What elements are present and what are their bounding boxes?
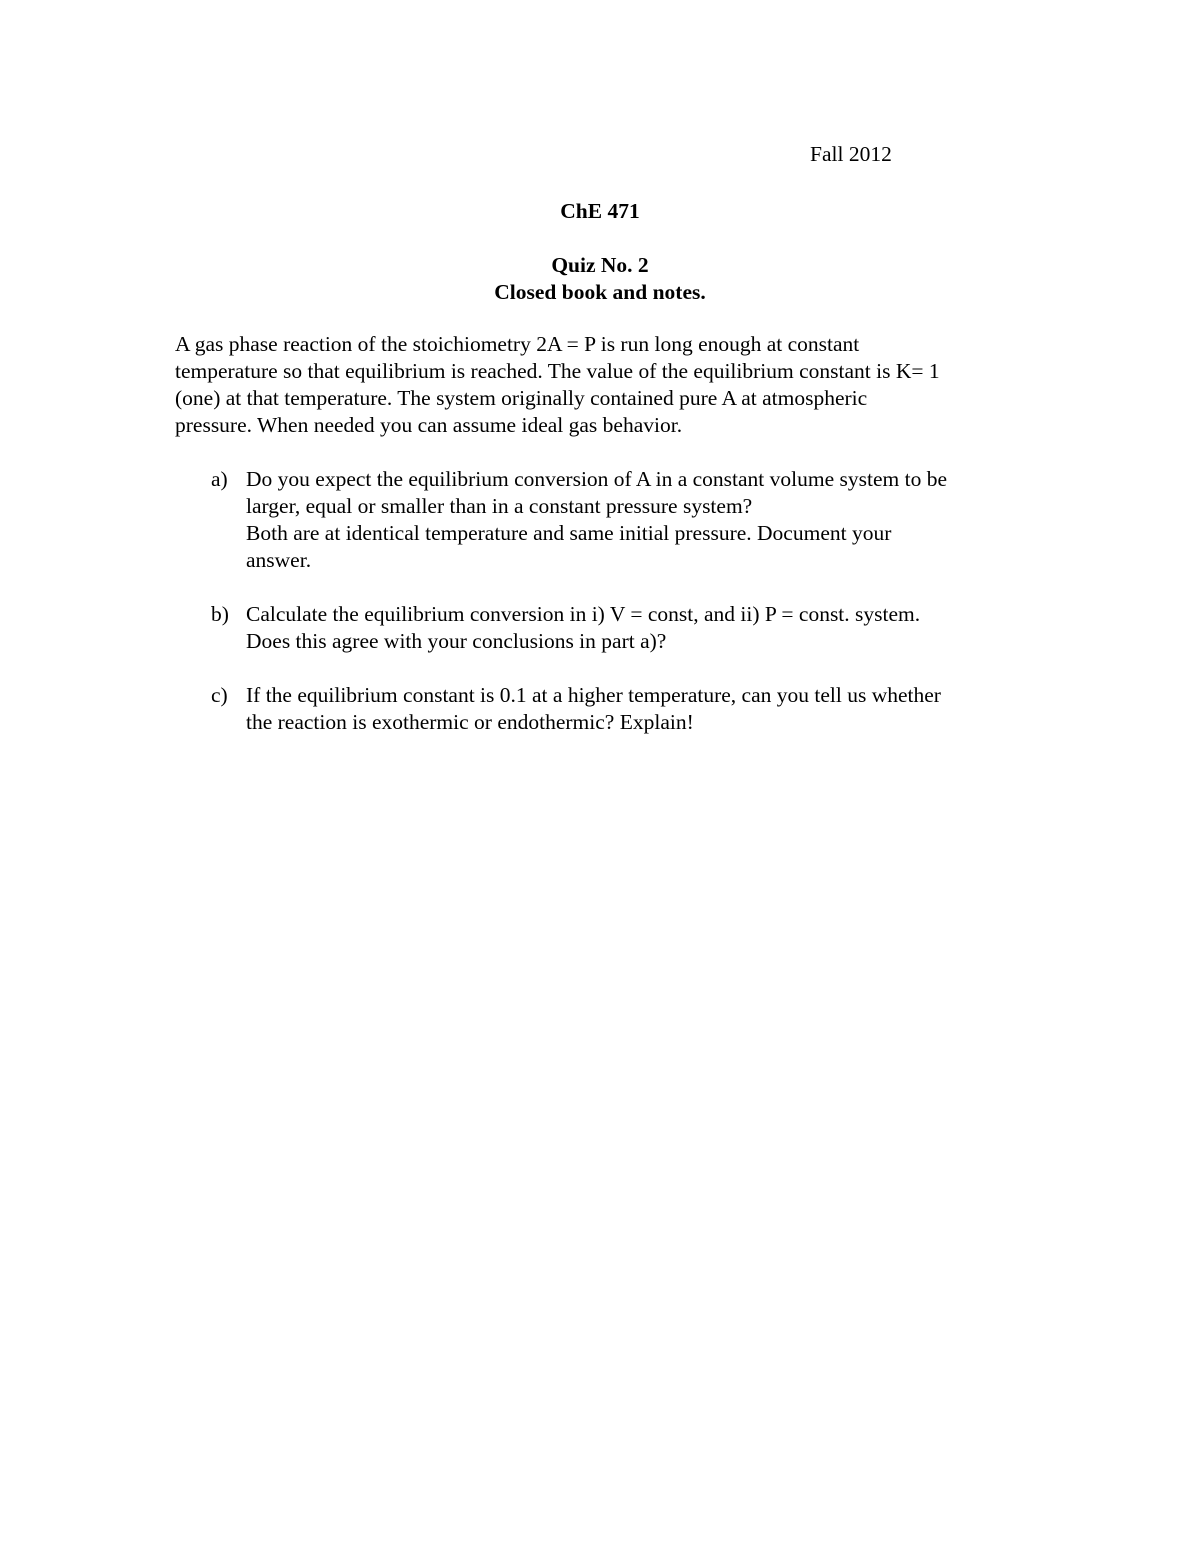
quiz-title: Quiz No. 2 [551, 253, 649, 277]
course-title: ChE 471 [560, 199, 640, 223]
question-line: Do you expect the equilibrium conversion of A in a constant volume system to be [246, 467, 948, 491]
question-line: If the equilibrium constant is 0.1 at a higher temperature, can you tell us whether [246, 683, 941, 707]
question-marker: b) [211, 602, 229, 626]
question-line: answer. [246, 548, 312, 572]
question-marker: a) [211, 467, 228, 491]
question-line: Does this agree with your conclusions in part a)? [246, 629, 667, 653]
question-line: larger, equal or smaller than in a constant pressure system? [246, 494, 753, 518]
question-text [246, 601, 1036, 655]
problem-statement-line: A gas phase reaction of the stoichiometry 2A = P is run long enough at constant [175, 332, 860, 356]
problem-statement-line: (one) at that temperature. The system originally contained pure A at atmospheric [175, 386, 868, 410]
question-text [246, 682, 1036, 736]
problem-statement-line: temperature so that equilibrium is reached. The value of the equilibrium constant is K= 1 [175, 359, 940, 383]
problem-statement [175, 331, 1045, 439]
question-line: the reaction is exothermic or endothermic? Explain! [246, 710, 694, 734]
problem-statement-line: pressure. When needed you can assume ideal gas behavior. [175, 413, 683, 437]
quiz-rules: Closed book and notes. [494, 280, 706, 304]
question-line: Both are at identical temperature and same initial pressure. Document your [246, 521, 892, 545]
question-text [246, 466, 1036, 574]
semester-date: Fall 2012 [810, 142, 892, 166]
question-line: Calculate the equilibrium conversion in i) V = const, and ii) P = const. system. [246, 602, 921, 626]
question-marker: c) [211, 683, 228, 707]
